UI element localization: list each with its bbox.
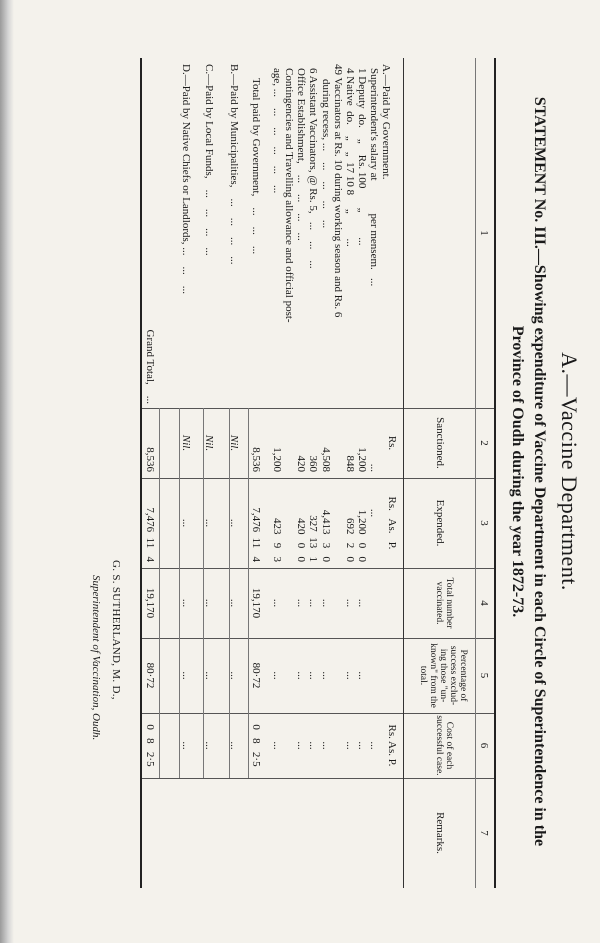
percentage-total: 80·72 <box>250 662 262 689</box>
expended-native: 692 2 0 <box>344 518 356 562</box>
cost-total: 0 8 2·5 <box>250 724 262 767</box>
sanctioned-native: 848 <box>344 455 356 472</box>
expended-deputy: 1,200 0 0 <box>356 509 368 562</box>
row-grand-total: Grand Total, ... <box>144 329 156 404</box>
row-native: 4 Native do. „ „ 17 10 8 „ ... <box>344 68 356 247</box>
vaccinated-dots: ... <box>180 598 192 608</box>
header-bottom-rule <box>403 58 404 888</box>
vaccinated-dots: ... <box>356 598 368 608</box>
cost-dots: ... <box>180 741 192 750</box>
header-total-vaccinated: Total number vaccinated. <box>434 577 454 629</box>
expended-contingencies: 423 9 3 <box>271 518 283 562</box>
cost-dots: ... <box>295 741 307 750</box>
row-vaccinators-line1: 49 Vaccinators at Rs. 10 during working season and Rs. 6 <box>332 64 344 318</box>
header-percentage: Percentage of success exclud-ing those "un-known" from the total. <box>418 643 468 708</box>
vaccinated-grand-total: 19,170 <box>144 587 156 619</box>
percentage-dots: ... <box>320 671 332 680</box>
col-number-5: 5 <box>478 672 490 679</box>
col-number-2: 2 <box>478 440 490 446</box>
statement-title-line1: STATEMENT No. III.—Showing expenditure of Vaccine Department in each Circle of Superintendence in the <box>531 96 548 847</box>
row-office: Office Establishment, ... ... ... ... <box>295 68 307 241</box>
vaccinated-dots: ... <box>203 598 215 608</box>
percentage-dots: ... <box>295 671 307 680</box>
col-number-4: 4 <box>478 600 490 606</box>
sanctioned-office: 420 <box>295 455 307 472</box>
row-rule <box>159 408 160 778</box>
row-contingencies-line2: age, ... ... ... ... ... ... <box>271 68 283 194</box>
percentage-dots: ... <box>180 671 192 680</box>
vaccinated-dots: ... <box>344 598 356 608</box>
col-number-7: 7 <box>478 830 490 836</box>
cost-dots: ... <box>228 741 240 750</box>
row-contingencies-line1: Contingencies and Travelling allowance and official post- <box>283 68 295 323</box>
sanctioned-deputy: 1,200 <box>356 447 368 472</box>
expended-superintendent: ... <box>368 508 380 518</box>
cost-dots: ... <box>320 741 332 750</box>
percentage-dots: ... <box>203 671 215 680</box>
sanctioned-assistant: 360 <box>307 455 319 472</box>
row-vaccinators-line2: during recess, ... ... ... ... ... <box>320 68 332 229</box>
unit-expended: Rs. As. P. <box>386 496 398 550</box>
total-rule <box>248 408 249 778</box>
sanctioned-total: 8,536 <box>250 447 262 472</box>
statement-title-line2: Province of Oudh during the year 1872-73. <box>509 325 526 618</box>
signature-title: Superintendent of Vaccination, Oudh. <box>90 575 102 741</box>
signature-name: G. S. SUTHERLAND, M. D., <box>110 560 122 700</box>
percentage-dots: ... <box>271 671 283 680</box>
expended-native-chiefs: ... <box>180 518 192 528</box>
expended-grand-total: 7,476 11 4 <box>144 507 156 562</box>
expenditure-table <box>140 58 496 888</box>
row-assistant: 6 Assistant Vaccinators, @ Rs. 5, ... ... ... <box>307 68 319 269</box>
percentage-dots: ... <box>356 671 368 680</box>
vaccinated-dots: ... <box>295 598 307 608</box>
header-rule <box>475 58 476 888</box>
sanctioned-municipalities: Nil. <box>228 434 240 452</box>
row-local-funds: C.—Paid by Local Funds, ... ... ... ... <box>203 64 215 256</box>
department-title: A.—Vaccine Department. <box>557 352 582 591</box>
col-number-1: 1 <box>478 230 490 236</box>
sanctioned-native-chiefs: Nil. <box>180 434 192 452</box>
header-cost: Cost of each successful case. <box>434 715 454 776</box>
header-remarks: Remarks. <box>434 812 446 854</box>
cost-grand-total: 0 8 2·5 <box>144 724 156 767</box>
unit-sanctioned: Rs. <box>386 435 398 451</box>
header-sanctioned: Sanctioned. <box>434 417 446 469</box>
vaccinated-dots: ... <box>271 598 283 608</box>
header-expended: Expended. <box>434 499 446 547</box>
sanctioned-superintendent: ... <box>368 463 380 472</box>
row-a-heading: A.—Paid by Government. <box>380 64 392 180</box>
expended-office: 420 0 0 <box>295 518 307 562</box>
col-number-3: 3 <box>478 520 490 526</box>
sanctioned-vaccinators: 4,508 <box>320 447 332 472</box>
cost-dots: ... <box>356 741 368 750</box>
percentage-grand-total: 80·72 <box>144 662 156 689</box>
cost-dots: ... <box>203 741 215 750</box>
vaccinated-dots: ... <box>320 598 332 608</box>
cost-dots: ... <box>344 741 356 750</box>
row-deputy: 1 Deputy do. „ Rs. 100 „ ... <box>356 68 368 246</box>
row-native-chiefs: D.—Paid by Native Chiefs or Landlords, ... ... ... <box>180 64 192 295</box>
vaccinated-dots: ... <box>228 598 240 608</box>
expended-assistant: 327 13 1 <box>307 515 319 562</box>
percentage-dots: ... <box>344 671 356 680</box>
row-total-government: Total paid by Government, ... ... ... <box>250 78 262 255</box>
percentage-dots: ... <box>307 671 319 680</box>
expended-municipalities: ... <box>228 518 240 528</box>
expended-total: 7,476 11 4 <box>250 507 262 562</box>
row-municipalities: B.—Paid by Municipalities, ... ... ... ... <box>228 64 240 265</box>
sanctioned-contingencies: 1,200 <box>271 447 283 472</box>
col-number-6: 6 <box>478 742 490 749</box>
sanctioned-grand-total: 8,536 <box>144 447 156 472</box>
unit-cost: Rs. As. P. <box>386 724 398 767</box>
row-superintendent: Superintendent's salary at per mensem. ... <box>368 68 380 287</box>
cost-dots: ... <box>368 741 380 750</box>
vaccinated-dots: ... <box>307 598 319 608</box>
expended-vaccinators: 4,413 3 0 <box>320 509 332 562</box>
expended-local-funds: ... <box>203 518 215 528</box>
cost-dots: ... <box>271 741 283 750</box>
percentage-dots: ... <box>228 671 240 680</box>
cost-dots: ... <box>307 741 319 750</box>
vaccinated-total: 19,170 <box>250 587 262 619</box>
sanctioned-local-funds: Nil. <box>203 434 215 452</box>
